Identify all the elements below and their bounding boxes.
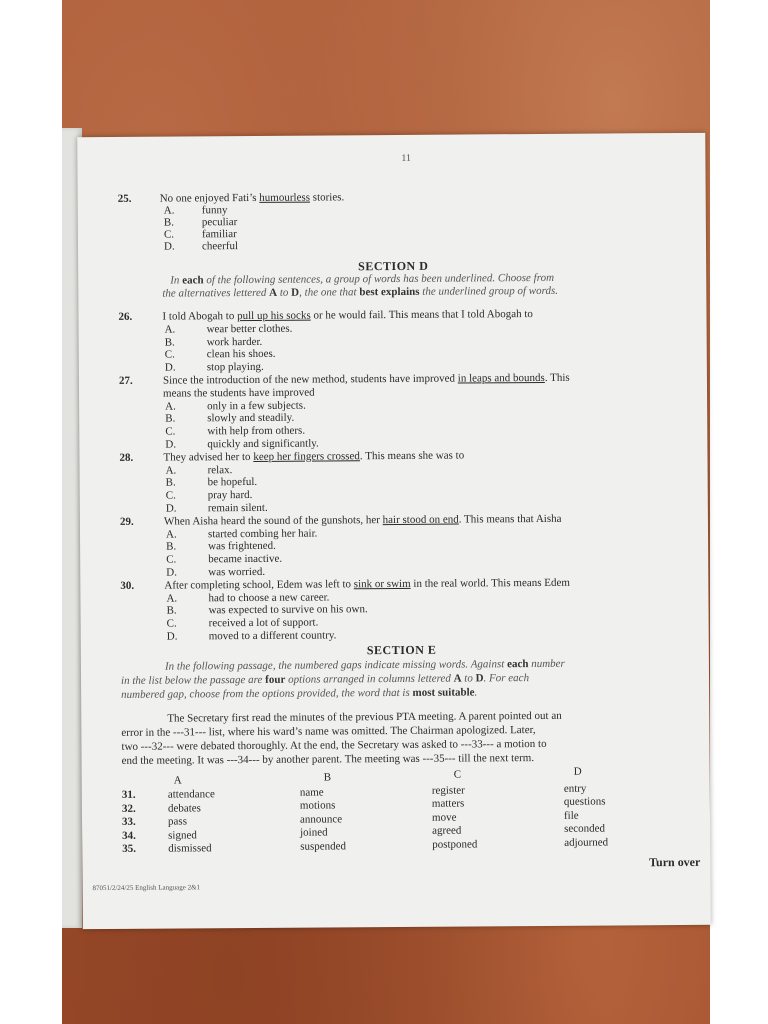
question-number: 27. <box>118 374 133 387</box>
option-letter: C. <box>163 228 175 241</box>
option-letter: A. <box>165 528 177 541</box>
option-cell: agreed <box>432 824 462 837</box>
section-e-instruction-line3 <box>121 686 477 700</box>
option-letter: B. <box>165 412 176 425</box>
instruction-bold: A <box>269 286 278 299</box>
option-text: became inactive. <box>208 552 283 566</box>
option-letter: B. <box>165 476 176 489</box>
question-number: 30. <box>120 579 135 592</box>
option-cell: pass <box>167 815 188 828</box>
column-header: C <box>453 768 462 781</box>
row-number: 32. <box>121 802 136 815</box>
exam-page <box>77 133 711 929</box>
option-text: was expected to survive on his own. <box>208 603 368 617</box>
instruction-text: , the one that <box>299 286 360 299</box>
option-letter: A. <box>165 464 177 477</box>
underlined-phrase: sink or swim <box>353 577 411 591</box>
instruction-text: . For each <box>483 672 530 685</box>
instruction-text: In <box>170 274 183 287</box>
instruction-text: . <box>474 686 478 699</box>
option-cell: joined <box>300 826 328 839</box>
instruction-text: options arranged in columns lettered <box>285 672 454 686</box>
option-text: pray hard. <box>207 489 253 502</box>
instruction-bold: each <box>182 274 204 287</box>
option-letter: D. <box>164 361 176 374</box>
option-text: moved to a different country. <box>208 629 337 643</box>
question-stem <box>160 191 345 204</box>
option-text: only in a few subjects. <box>207 399 306 412</box>
option-letter: A. <box>165 400 176 413</box>
option-cell: signed <box>168 828 197 842</box>
instruction-bold: best explains <box>359 285 420 299</box>
instruction-text: in the list below the passage are <box>120 673 266 687</box>
option-cell: file <box>563 809 579 822</box>
stem-text: After completing school, Edem was left to <box>164 578 354 592</box>
option-letter: D. <box>166 566 178 579</box>
option-text: cheerful <box>201 240 239 253</box>
stem-text: Since the introduction of the new method, students have improved <box>162 372 458 387</box>
background-left-strip <box>0 0 62 1024</box>
question-stem <box>162 308 533 323</box>
background-right-strip <box>710 0 768 1024</box>
question-stem <box>163 372 570 387</box>
option-letter: B. <box>163 216 174 229</box>
stem-text: When Aisha heard the sound of the gunshots, her <box>163 513 383 528</box>
option-text: relax. <box>207 463 233 476</box>
option-cell: entry <box>563 782 587 795</box>
option-text: quickly and significantly. <box>207 437 319 451</box>
row-number: 35. <box>122 842 137 855</box>
question-number: 26. <box>118 310 133 323</box>
option-letter: B. <box>164 336 175 349</box>
option-cell: attendance <box>167 788 215 801</box>
option-letter: B. <box>166 604 177 617</box>
option-text: had to choose a new career. <box>208 591 330 604</box>
underlined-phrase: hair stood on end <box>382 513 459 526</box>
instruction-text: number <box>528 657 565 671</box>
section-e-instruction-line1 <box>165 658 565 673</box>
question-number: 29. <box>119 515 134 528</box>
section-e-title: SECTION E <box>366 642 437 658</box>
stem-text: in the real world. This means Edem <box>410 576 570 590</box>
option-cell: motions <box>299 799 336 812</box>
instruction-bold: most suitable <box>412 686 475 699</box>
column-header: A <box>173 774 182 787</box>
option-text: familiar <box>201 228 237 241</box>
instruction-bold: four <box>265 673 286 686</box>
option-letter: C. <box>165 489 176 502</box>
option-letter: C. <box>164 348 175 361</box>
option-letter: C. <box>166 553 177 566</box>
stem-text: I told Abogah to <box>162 310 238 323</box>
stem-text: means the students have improved <box>162 386 315 400</box>
instruction-bold: A <box>453 672 462 685</box>
option-cell: questions <box>563 795 606 809</box>
instruction-text: the alternatives lettered <box>162 286 270 300</box>
row-number: 33. <box>121 815 136 828</box>
option-text: be hopeful. <box>207 476 258 489</box>
question-stem <box>163 386 315 399</box>
question-number: 25. <box>117 192 132 205</box>
stem-text: They advised her to <box>163 450 254 464</box>
option-letter: A. <box>166 592 178 605</box>
row-number: 34. <box>122 829 136 842</box>
option-text: clean his shoes. <box>206 348 276 361</box>
question-number: 28. <box>119 451 134 464</box>
option-text: funny <box>201 204 228 217</box>
section-d-instruction-line2 <box>162 285 558 300</box>
option-text: work harder. <box>206 335 263 348</box>
option-text: wear better clothes. <box>206 322 293 336</box>
option-cell: postponed <box>432 838 478 851</box>
underlined-phrase: humourless <box>259 191 311 204</box>
page-number: 11 <box>401 152 412 164</box>
option-cell: dismissed <box>168 842 212 855</box>
instruction-bold: each <box>507 658 529 671</box>
option-cell: announce <box>299 813 343 826</box>
option-text: was frightened. <box>208 540 276 553</box>
section-d-title: SECTION D <box>358 258 429 274</box>
stem-text: stories. <box>309 191 345 204</box>
option-letter: D. <box>166 630 178 643</box>
instruction-text: of the following sentences, a group of words has been underlined. Choose from <box>203 271 555 287</box>
instruction-text: In the following passage, the numbered gaps indicate missing words. Against <box>164 658 508 673</box>
option-letter: C. <box>166 617 177 630</box>
underlined-phrase: pull up his socks <box>237 309 311 323</box>
option-letter: B. <box>166 540 177 553</box>
instruction-text: to <box>461 672 476 685</box>
passage-line: end the meeting. It was ---34--- by another parent. The meeting was ---35--- till the next term. <box>121 752 535 767</box>
question-stem <box>164 577 570 592</box>
passage-line: The Secretary first read the minutes of the previous PTA meeting. A parent pointed out an <box>167 709 562 725</box>
underlined-phrase: in leaps and bounds <box>457 371 545 385</box>
option-letter: A. <box>163 204 175 217</box>
stem-text: . This means she was to <box>359 449 465 463</box>
instruction-bold: D <box>475 672 484 685</box>
option-text: was worried. <box>208 565 266 579</box>
option-cell: seconded <box>564 822 606 836</box>
option-letter: D. <box>165 502 177 515</box>
instruction-text: to <box>277 286 292 299</box>
question-stem <box>164 513 562 528</box>
instruction-bold: D <box>291 286 300 299</box>
stem-text: No one enjoyed Fati’s <box>159 191 260 205</box>
option-text: slowly and steadily. <box>207 412 295 425</box>
section-e-instruction-line2 <box>121 672 529 687</box>
underlined-phrase: keep her fingers crossed <box>253 450 360 463</box>
option-cell: matters <box>431 797 465 810</box>
option-text: stop playing. <box>206 361 264 374</box>
stem-text: . This <box>544 371 570 384</box>
option-letter: A. <box>164 323 176 336</box>
stem-text: or he would fail. This means that I told Abogah to <box>310 308 533 322</box>
option-letter: D. <box>165 438 177 451</box>
stem-text: . This means that Aisha <box>458 512 562 526</box>
footer-code: 87051/2/24/25 English Language 2&1 <box>92 883 201 893</box>
option-cell: debates <box>167 801 201 815</box>
option-text: started combing her hair. <box>207 527 318 540</box>
passage-line: error in the ---31--- list, where his ward’s name was omitted. The Chairman apologized. Later, <box>121 724 536 739</box>
option-text: with help from others. <box>207 424 306 438</box>
column-header: D <box>573 765 582 778</box>
column-header: B <box>323 771 332 784</box>
turn-over: Turn over <box>649 854 701 870</box>
instruction-text: numbered gap, choose from the options provided, the word that is <box>121 686 413 701</box>
option-cell: adjourned <box>564 836 609 849</box>
option-letter: C. <box>165 425 176 438</box>
option-cell: move <box>431 811 457 824</box>
option-text: peculiar <box>201 216 238 229</box>
option-cell: suspended <box>300 840 347 853</box>
passage-line: two ---32--- were debated thoroughly. At the end, the Secretary was asked to ---33--- a motion to <box>121 737 547 753</box>
option-letter: D. <box>163 240 175 253</box>
option-cell: register <box>431 784 465 797</box>
instruction-text: the underlined group of words. <box>419 284 559 298</box>
question-stem <box>163 449 464 463</box>
row-number: 31. <box>121 788 136 801</box>
option-text: received a lot of support. <box>208 616 319 630</box>
option-cell: name <box>299 786 324 799</box>
option-text: remain silent. <box>207 501 268 515</box>
